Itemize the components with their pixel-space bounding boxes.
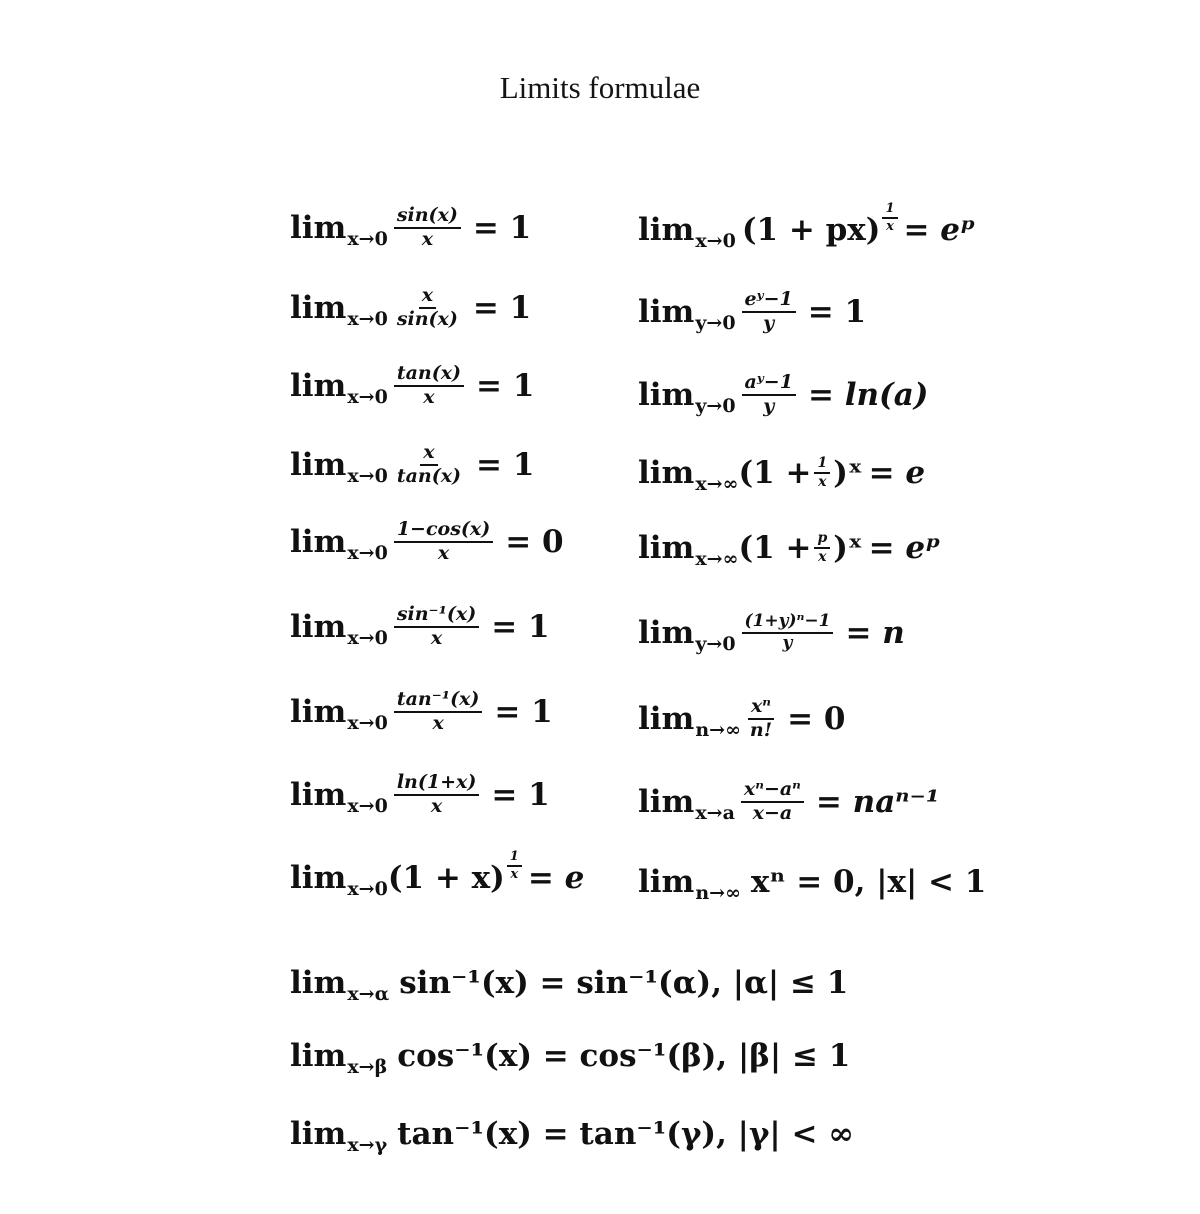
exponent-denominator: x <box>510 867 519 882</box>
lim-subscript: x→0 <box>695 230 736 252</box>
lim-subscript: x→0 <box>347 626 388 649</box>
lim-subscript: x→∞ <box>695 548 739 570</box>
lim-label: lim <box>290 289 347 326</box>
numerator: xⁿ <box>748 697 774 720</box>
result: = n <box>845 614 905 651</box>
lim-subscript: x→0 <box>347 307 388 330</box>
lim-subscript: x→α <box>347 983 390 1005</box>
lim-label: lim <box>290 776 347 813</box>
page-title: Limits formulae <box>499 70 701 105</box>
lim-label: lim <box>638 864 695 900</box>
formula-ey-minus-1-over-y <box>638 290 866 334</box>
lim-subscript: y→0 <box>695 311 736 334</box>
formula-ay-minus-1-over-y <box>638 373 928 417</box>
formula-tanx-over-x <box>290 364 534 408</box>
numerator: 1−cos(x) <box>394 520 493 543</box>
lim-subscript: x→a <box>695 801 735 824</box>
denominator: x <box>432 711 444 734</box>
denominator: y <box>763 394 775 417</box>
lim-label: lim <box>290 860 347 896</box>
result: = eᵖ <box>903 212 976 248</box>
lim-label: lim <box>638 530 695 566</box>
numerator: eʸ−1 <box>742 290 796 313</box>
denominator: sin(x) <box>396 307 458 330</box>
denominator: x <box>421 227 434 250</box>
lim-label: lim <box>638 455 695 491</box>
denominator: y <box>782 632 793 653</box>
formula-sinx-over-x <box>290 206 531 250</box>
numerator: xⁿ−aⁿ <box>741 780 804 803</box>
lim-label: lim <box>638 293 695 330</box>
formula-xn-minus-an-over-x-minus-a <box>638 780 939 824</box>
result: = 1 <box>472 209 532 246</box>
lim-label: lim <box>290 693 347 730</box>
formula-1plusy-pow-n-minus-1-over-y <box>638 613 905 653</box>
formula-arctan-over-x <box>290 690 553 734</box>
numerator: sin⁻¹(x) <box>394 605 479 628</box>
result: = 1 <box>472 289 532 326</box>
lim-label: lim <box>290 446 347 483</box>
lim-label: lim <box>290 965 347 1001</box>
lim-subscript: y→0 <box>695 394 736 417</box>
lim-subscript: x→0 <box>347 541 388 564</box>
formula-arctan-continuity <box>290 1116 855 1156</box>
lim-label: lim <box>638 700 695 737</box>
exponent-denominator: x <box>886 219 894 234</box>
denominator: x <box>430 626 443 649</box>
lim-subscript: x→0 <box>347 878 388 900</box>
open-expression: (1 + <box>738 530 812 566</box>
lim-label: lim <box>290 1116 347 1152</box>
denominator: x <box>430 794 443 817</box>
numerator: ln(1+x) <box>394 773 479 796</box>
denominator: n! <box>749 718 773 741</box>
result: = 1 <box>494 693 553 730</box>
lim-subscript: n→∞ <box>695 882 741 904</box>
result: = 1 <box>807 293 867 330</box>
result: = eᵖ <box>868 530 941 566</box>
formula-body: tan⁻¹(x) = tan⁻¹(γ), |γ| < ∞ <box>397 1116 855 1152</box>
lim-subscript: x→0 <box>347 385 388 408</box>
formula-1plus-1overx-pow-x <box>638 455 926 495</box>
inner-numerator: 1 <box>814 456 830 474</box>
base-expression: (1 + px) <box>741 212 881 248</box>
result: = ln(a) <box>807 376 929 413</box>
result: = 0 <box>505 523 564 560</box>
numerator: (1+y)ⁿ−1 <box>742 613 834 634</box>
base-expression: (1 + x) <box>387 860 505 896</box>
formula-ln-1plusx-over-x <box>290 773 550 817</box>
numerator: x <box>419 286 436 309</box>
close-expression: )ˣ <box>833 455 863 491</box>
lim-label: lim <box>638 212 695 248</box>
lim-label: lim <box>638 783 695 820</box>
lim-subscript: x→γ <box>347 1134 388 1156</box>
formula-x-over-sinx <box>290 286 531 330</box>
denominator: x−a <box>752 801 793 824</box>
formula-1plusx-pow-1overx <box>290 849 585 900</box>
formula-body: xⁿ = 0, |x| < 1 <box>750 864 987 900</box>
formula-arcsin-over-x <box>290 605 550 649</box>
result: = e <box>527 860 585 896</box>
lim-subscript: n→∞ <box>695 718 741 741</box>
lim-subscript: x→0 <box>347 227 388 250</box>
open-expression: (1 + <box>738 455 812 491</box>
formula-xn-limit-zero <box>638 864 987 904</box>
formula-1-cosx-over-x <box>290 520 564 564</box>
result: = 0 <box>787 700 846 737</box>
numerator: aʸ−1 <box>742 373 796 396</box>
denominator: tan(x) <box>396 464 462 487</box>
lim-label: lim <box>290 523 347 560</box>
inner-numerator: p <box>814 531 830 549</box>
result: = e <box>868 455 926 491</box>
result: = 1 <box>476 367 535 404</box>
result: = 1 <box>491 608 550 645</box>
lim-label: lim <box>638 376 695 413</box>
numerator: x <box>420 443 437 466</box>
lim-subscript: x→β <box>347 1056 388 1078</box>
lim-subscript: x→∞ <box>695 473 739 495</box>
formula-1plus-poverx-pow-x <box>638 530 941 570</box>
denominator: x <box>437 541 450 564</box>
numerator: sin(x) <box>394 206 461 229</box>
formula-arccos-continuity <box>290 1038 851 1078</box>
numerator: tan⁻¹(x) <box>394 690 483 713</box>
lim-label: lim <box>638 614 695 651</box>
lim-subscript: x→0 <box>347 794 388 817</box>
close-expression: )ˣ <box>833 530 863 566</box>
formula-arcsin-continuity <box>290 965 849 1005</box>
lim-subscript: y→0 <box>695 632 736 655</box>
formula-body: cos⁻¹(x) = cos⁻¹(β), |β| ≤ 1 <box>397 1038 851 1074</box>
result: = 1 <box>476 446 535 483</box>
lim-subscript: x→0 <box>347 464 388 487</box>
formula-x-over-tanx <box>290 443 534 487</box>
exponent-numerator: 1 <box>882 202 897 219</box>
lim-label: lim <box>290 1038 347 1074</box>
formula-xn-over-nfact <box>638 697 845 741</box>
lim-subscript: x→0 <box>347 711 388 734</box>
result: = 1 <box>491 776 550 813</box>
result: = naⁿ⁻¹ <box>815 783 940 820</box>
denominator: x <box>423 385 435 408</box>
numerator: tan(x) <box>394 364 464 387</box>
inner-denominator: x <box>818 474 827 490</box>
denominator: y <box>763 311 775 334</box>
exponent-numerator: 1 <box>507 850 522 867</box>
formula-body: sin⁻¹(x) = sin⁻¹(α), |α| ≤ 1 <box>399 965 849 1001</box>
lim-label: lim <box>290 367 347 404</box>
lim-label: lim <box>290 608 347 645</box>
lim-label: lim <box>290 209 347 246</box>
formula-1pluspx-pow-1overx <box>638 201 976 252</box>
inner-denominator: x <box>818 549 827 565</box>
